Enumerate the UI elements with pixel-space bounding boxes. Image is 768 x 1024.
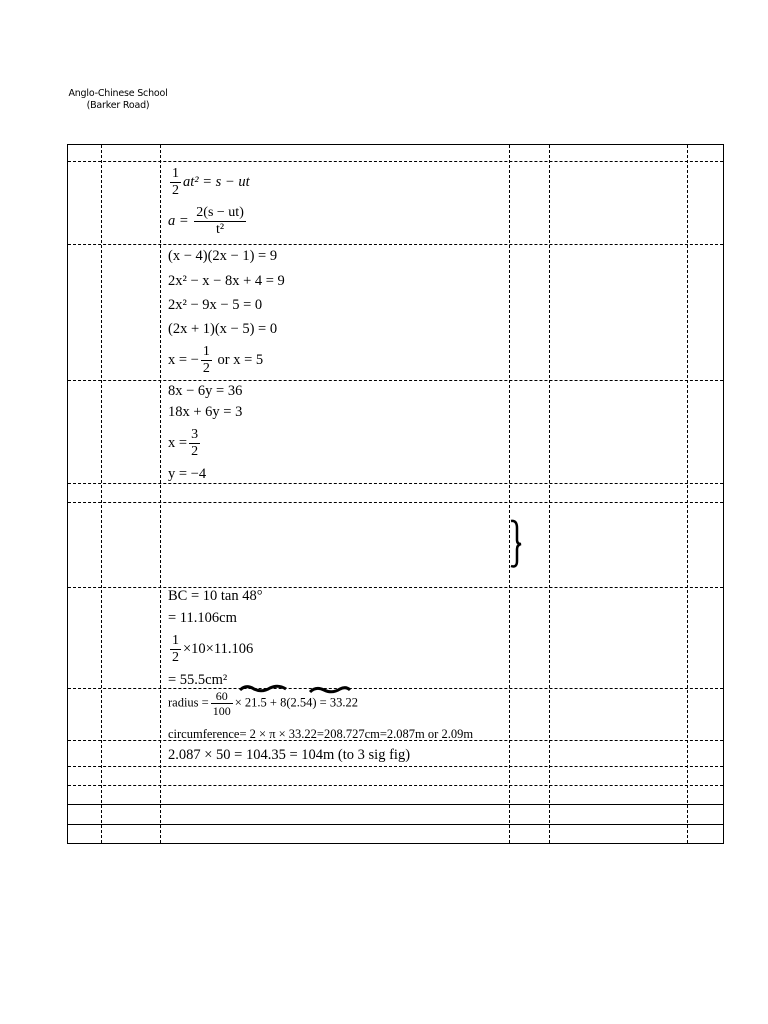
row-divider <box>68 244 723 245</box>
column-divider <box>509 145 510 843</box>
working-r1-l2: a = $\frac{2(s - ut)}{\text{t²}}$ <box>168 205 244 237</box>
school-branch: (Barker Road) <box>86 100 150 111</box>
working-r3-l3: x = $\frac{3}{2}$ <box>168 427 199 459</box>
row-divider <box>68 502 723 503</box>
row-divider <box>68 587 723 588</box>
row-divider <box>68 804 723 805</box>
working-r2-l4: (2x + 1)(x − 5) = 0 <box>168 321 278 337</box>
working-r7-l1: radius = $\frac{60}{100}$ × 21.5 + 8(2.54) = 33.22 <box>168 689 358 718</box>
column-divider <box>687 145 688 843</box>
row-divider <box>68 483 723 484</box>
working-r8-l1: 2.087 × 50 = 104.35 = 104m (to 3 sig fig) <box>168 747 411 763</box>
column-divider <box>549 145 550 843</box>
row-divider <box>68 161 723 162</box>
row-divider <box>68 688 723 689</box>
working-r2-l3: 2x² − 9x − 5 = 0 <box>168 297 263 313</box>
row-divider <box>68 380 723 381</box>
working-r2-l2: 2x² − x − 8x + 4 = 9 <box>168 273 285 289</box>
row-divider <box>68 824 723 825</box>
row-divider <box>68 785 723 786</box>
bracket-mark <box>508 518 522 570</box>
working-r3-l1: 8x − 6y = 36 <box>168 383 243 399</box>
working-r7-l2: circumference= 2 × π × 33.22=208.727cm=2.087m or 2.09m <box>168 727 474 741</box>
column-divider <box>101 145 102 843</box>
working-r2-l1: (x − 4)(2x − 1) = 9 <box>168 248 278 264</box>
school-header <box>68 88 168 112</box>
working-r6-l4: = 55.5cm² <box>168 672 228 688</box>
column-divider <box>160 145 161 843</box>
row-divider <box>68 766 723 767</box>
school-name: Anglo-Chinese School <box>68 88 168 99</box>
working-r6-l3: $\frac{1}{2}$ ×10×11.106 <box>172 633 254 665</box>
working-r6-l1: BC = 10 tan 48° <box>168 588 263 604</box>
working-r3-l4: y = −4 <box>168 466 207 482</box>
working-r1-l1: $\frac{1}{2}$ at² = s − ut <box>172 166 250 198</box>
working-r3-l2: 18x + 6y = 3 <box>168 404 243 420</box>
working-r2-l5: x = − $\frac{1}{2}$ or x = 5 <box>168 344 264 376</box>
handwritten-underline-mark <box>236 682 356 698</box>
working-r6-l2: = 11.106cm <box>168 610 237 626</box>
